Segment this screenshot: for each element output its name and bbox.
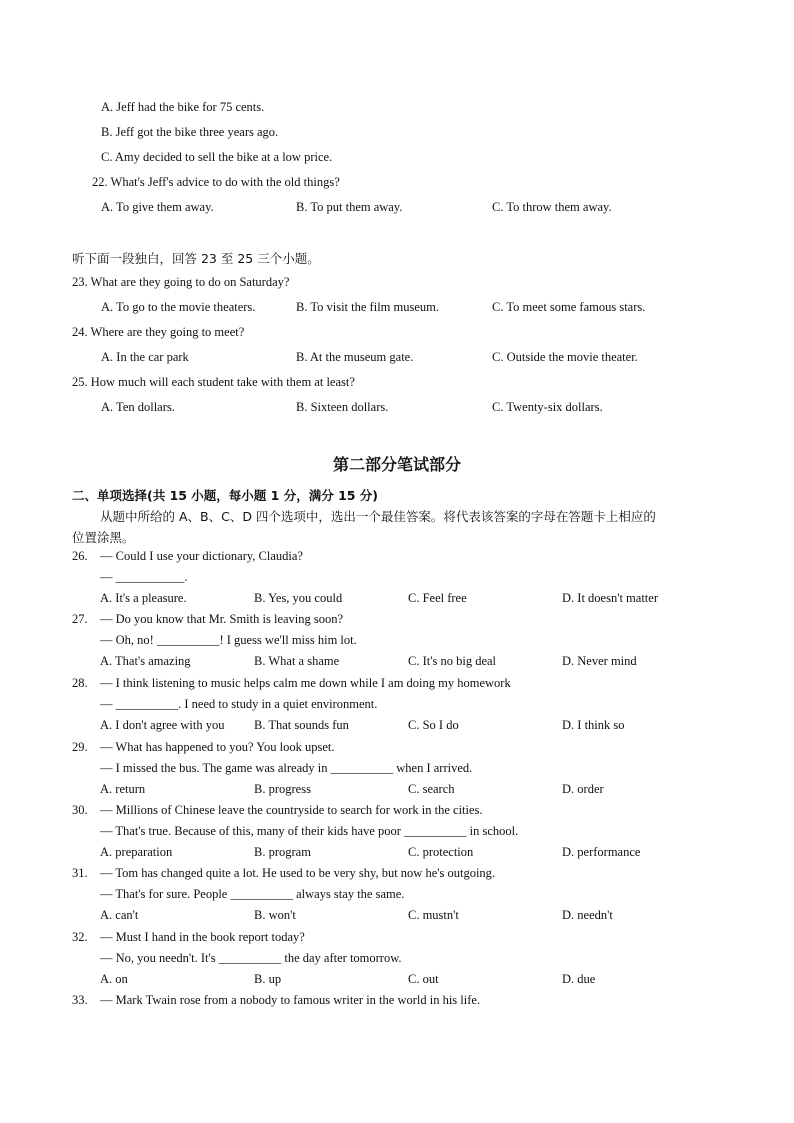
question-option-c: C. It's no big deal	[408, 654, 497, 668]
q21-option-b: B. Jeff got the bike three years ago.	[101, 125, 279, 139]
question-number: 32.	[72, 930, 88, 944]
question-line1: — Millions of Chinese leave the countryside to search for work in the cities.	[100, 803, 483, 817]
question-option-b: B. won't	[254, 908, 296, 922]
q22-option-a: A. To give them away.	[101, 200, 214, 214]
question-option-d: D. order	[562, 782, 604, 796]
q24-option-b: B. At the museum gate.	[296, 350, 414, 364]
question-option-a: A. preparation	[100, 845, 173, 859]
question-option-c: C. Feel free	[408, 591, 467, 605]
question-option-b: B. What a shame	[254, 654, 340, 668]
q25-option-c: C. Twenty-six dollars.	[492, 400, 603, 414]
question-line1: — Tom has changed quite a lot. He used to be very shy, but now he's outgoing.	[100, 866, 496, 880]
question-line1: — Mark Twain rose from a nobody to famous writer in the world in his life.	[100, 993, 481, 1007]
question-option-a: A. on	[100, 972, 128, 986]
q25-option-a: A. Ten dollars.	[101, 400, 175, 414]
section-heading: 二、单项选择(共 15 小题，每小题 1 分，满分 15 分)	[72, 488, 379, 503]
question-option-d: D. due	[562, 972, 596, 986]
question-line2: — __________. I need to study in a quiet environment.	[100, 697, 378, 711]
question-option-c: C. out	[408, 972, 439, 986]
question-number: 26.	[72, 549, 88, 563]
q24-text: 24. Where are they going to meet?	[72, 325, 245, 339]
question-option-b: B. program	[254, 845, 311, 859]
question-option-c: C. search	[408, 782, 455, 796]
q23-option-c: C. To meet some famous stars.	[492, 300, 646, 314]
question-option-a: A. It's a pleasure.	[100, 591, 187, 605]
question-option-c: C. mustn't	[408, 908, 459, 922]
question-option-c: C. So I do	[408, 718, 459, 732]
q22-text: 22. What's Jeff's advice to do with the old things?	[92, 175, 340, 189]
question-number: 33.	[72, 993, 88, 1007]
question-option-a: A. That's amazing	[100, 654, 191, 668]
question-number: 30.	[72, 803, 88, 817]
section-instruction-line1: 从题中所给的 A、B、C、D 四个选项中，选出一个最佳答案。将代表该答案的字母在答题卡上相应的	[100, 509, 656, 524]
question-line1: — I think listening to music helps calm me down while I am doing my homework	[100, 676, 511, 690]
question-option-d: D. performance	[562, 845, 641, 859]
question-option-c: C. protection	[408, 845, 474, 859]
monologue-instruction: 听下面一段独白，回答 23 至 25 三个小题。	[72, 251, 320, 266]
question-option-a: A. I don't agree with you	[100, 718, 225, 732]
question-option-a: A. return	[100, 782, 146, 796]
q22-option-b: B. To put them away.	[296, 200, 403, 214]
question-number: 28.	[72, 676, 88, 690]
q24-option-c: C. Outside the movie theater.	[492, 350, 638, 364]
q24-option-a: A. In the car park	[101, 350, 189, 364]
question-line2: — I missed the bus. The game was already in __________ when I arrived.	[100, 761, 473, 775]
question-line1: — Must I hand in the book report today?	[100, 930, 305, 944]
part2-title: 第二部分笔试部分	[332, 455, 461, 474]
q22-option-c: C. To throw them away.	[492, 200, 612, 214]
question-line2: — Oh, no! __________! I guess we'll miss him lot.	[100, 633, 357, 647]
question-line2: — No, you needn't. It's __________ the day after tomorrow.	[100, 951, 402, 965]
q25-text: 25. How much will each student take with them at least?	[72, 375, 355, 389]
question-line2: — That's true. Because of this, many of their kids have poor __________ in school.	[100, 824, 519, 838]
question-line1: — Do you know that Mr. Smith is leaving soon?	[100, 612, 344, 626]
question-option-d: D. I think so	[562, 718, 625, 732]
question-option-b: B. Yes, you could	[254, 591, 343, 605]
question-line1: — Could I use your dictionary, Claudia?	[100, 549, 303, 563]
question-option-b: B. up	[254, 972, 282, 986]
question-option-d: D. needn't	[562, 908, 613, 922]
q23-option-a: A. To go to the movie theaters.	[101, 300, 256, 314]
q25-option-b: B. Sixteen dollars.	[296, 400, 389, 414]
question-option-a: A. can't	[100, 908, 139, 922]
question-option-d: D. It doesn't matter	[562, 591, 658, 605]
question-line2: — ___________.	[100, 570, 188, 584]
section-instruction-line2: 位置涂黑。	[72, 530, 135, 545]
question-number: 27.	[72, 612, 88, 626]
question-line1: — What has happened to you? You look upset.	[100, 740, 335, 754]
q23-text: 23. What are they going to do on Saturday?	[72, 275, 290, 289]
question-option-b: B. That sounds fun	[254, 718, 349, 732]
question-line2: — That's for sure. People __________ always stay the same.	[100, 887, 405, 901]
q21-option-a: A. Jeff had the bike for 75 cents.	[101, 100, 265, 114]
question-option-d: D. Never mind	[562, 654, 637, 668]
question-number: 31.	[72, 866, 88, 880]
question-number: 29.	[72, 740, 88, 754]
question-option-b: B. progress	[254, 782, 311, 796]
q23-option-b: B. To visit the film museum.	[296, 300, 439, 314]
q21-option-c: C. Amy decided to sell the bike at a low price.	[101, 150, 333, 164]
